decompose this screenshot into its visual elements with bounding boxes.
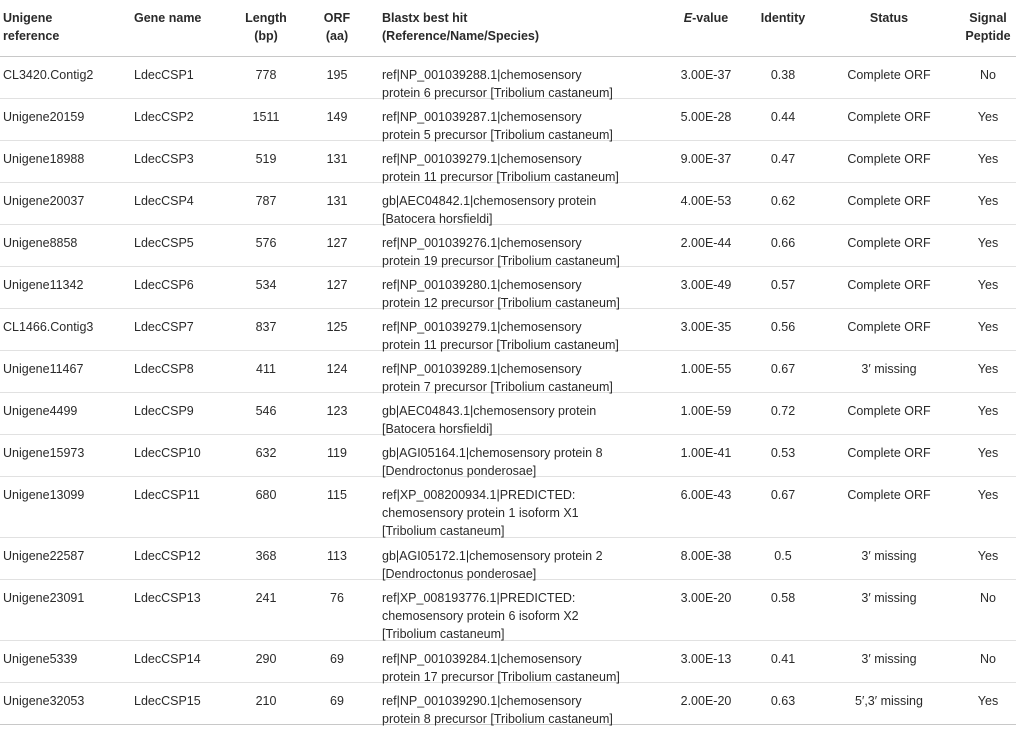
- cell-blastx-best-hit: gb|AGI05172.1|chemosensory protein 2 [Dendroctonus ponderosae]: [382, 549, 603, 581]
- cell-length: 368: [255, 549, 277, 563]
- cell-unigene-reference: Unigene15973: [3, 446, 85, 460]
- cell-unigene-reference: Unigene4499: [3, 404, 78, 418]
- cell-signal-peptide: Yes: [977, 152, 999, 166]
- cell-unigene-reference: Unigene20037: [3, 194, 85, 208]
- cell-signal-peptide: Yes: [977, 110, 999, 124]
- cell-length: 241: [255, 591, 277, 605]
- cell-identity: 0.62: [770, 194, 796, 208]
- cell-orf: 124: [326, 362, 348, 376]
- table-row: [0, 477, 1016, 538]
- cell-orf: 115: [327, 488, 347, 502]
- table-row: [0, 580, 1016, 641]
- cell-unigene-reference: Unigene22587: [3, 549, 85, 563]
- cell-length: 837: [255, 320, 277, 334]
- cell-e-value: 1.00E-55: [680, 362, 732, 376]
- table-row: [0, 641, 1016, 683]
- cell-gene-name: LdecCSP13: [134, 591, 201, 605]
- header-unigene-reference: Unigene reference: [3, 11, 60, 43]
- header-identity: Identity: [760, 11, 806, 25]
- cell-e-value: 1.00E-41: [680, 446, 732, 460]
- cell-gene-name: LdecCSP7: [134, 320, 194, 334]
- table-row: [0, 57, 1016, 99]
- cell-identity: 0.38: [770, 68, 796, 82]
- cell-signal-peptide: No: [980, 591, 996, 605]
- cell-gene-name: LdecCSP1: [134, 68, 194, 82]
- header-orf: ORF (aa): [323, 11, 351, 43]
- cell-status: Complete ORF: [847, 194, 931, 208]
- cell-length: 411: [256, 362, 276, 376]
- table-row: [0, 435, 1016, 477]
- cell-blastx-best-hit: ref|NP_001039276.1|chemosensory protein 19 precursor [Tribolium castaneum]: [382, 236, 620, 268]
- cell-blastx-best-hit: ref|NP_001039279.1|chemosensory protein 11 precursor [Tribolium castaneum]: [382, 320, 619, 352]
- cell-blastx-best-hit: gb|AEC04842.1|chemosensory protein [Batocera horsfieldi]: [382, 194, 597, 226]
- cell-identity: 0.57: [770, 278, 796, 292]
- cell-gene-name: LdecCSP15: [134, 694, 201, 708]
- cell-identity: 0.67: [770, 362, 796, 376]
- cell-blastx-best-hit: ref|XP_008200934.1|PREDICTED: chemosensory protein 1 isoform X1 [Tribolium castaneum]: [382, 488, 579, 538]
- cell-orf: 149: [326, 110, 348, 124]
- cell-length: 778: [255, 68, 277, 82]
- cell-e-value: 2.00E-20: [680, 694, 732, 708]
- table-row: [0, 267, 1016, 309]
- cell-signal-peptide: Yes: [977, 236, 999, 250]
- cell-signal-peptide: Yes: [977, 320, 999, 334]
- cell-e-value: 1.00E-59: [680, 404, 732, 418]
- cell-orf: 195: [326, 68, 348, 82]
- cell-blastx-best-hit: ref|NP_001039288.1|chemosensory protein 6 precursor [Tribolium castaneum]: [382, 68, 613, 100]
- cell-status: Complete ORF: [847, 278, 931, 292]
- cell-length: 290: [255, 652, 277, 666]
- cell-status: Complete ORF: [847, 110, 931, 124]
- cell-e-value: 3.00E-13: [680, 652, 732, 666]
- cell-blastx-best-hit: ref|NP_001039279.1|chemosensory protein 11 precursor [Tribolium castaneum]: [382, 152, 619, 184]
- header-signal-peptide: Signal Peptide: [965, 11, 1011, 43]
- cell-blastx-best-hit: ref|NP_001039287.1|chemosensory protein 5 precursor [Tribolium castaneum]: [382, 110, 613, 142]
- cell-signal-peptide: No: [980, 652, 996, 666]
- cell-blastx-best-hit: gb|AEC04843.1|chemosensory protein [Batocera horsfieldi]: [382, 404, 597, 436]
- cell-status: 3′ missing: [861, 652, 917, 666]
- cell-gene-name: LdecCSP4: [134, 194, 194, 208]
- cell-unigene-reference: Unigene5339: [3, 652, 78, 666]
- cell-length: 787: [255, 194, 277, 208]
- cell-blastx-best-hit: ref|NP_001039284.1|chemosensory protein 17 precursor [Tribolium castaneum]: [382, 652, 620, 684]
- table-body: [0, 57, 1016, 725]
- cell-unigene-reference: Unigene20159: [3, 110, 85, 124]
- cell-gene-name: LdecCSP12: [134, 549, 201, 563]
- cell-e-value: 3.00E-37: [680, 68, 732, 82]
- cell-status: 5′,3′ missing: [855, 694, 923, 708]
- table-row: [0, 183, 1016, 225]
- cell-identity: 0.58: [770, 591, 796, 605]
- cell-e-value: 3.00E-20: [680, 591, 732, 605]
- cell-status: Complete ORF: [847, 68, 931, 82]
- cell-identity: 0.67: [770, 488, 796, 502]
- cell-blastx-best-hit: gb|AGI05164.1|chemosensory protein 8 [Dendroctonus ponderosae]: [382, 446, 603, 478]
- cell-status: Complete ORF: [847, 320, 931, 334]
- table-row: [0, 393, 1016, 435]
- cell-length: 632: [255, 446, 277, 460]
- cell-signal-peptide: Yes: [977, 362, 999, 376]
- cell-orf: 123: [326, 404, 348, 418]
- cell-orf: 69: [330, 694, 344, 708]
- cell-identity: 0.41: [770, 652, 796, 666]
- cell-identity: 0.44: [770, 110, 796, 124]
- cell-signal-peptide: Yes: [977, 488, 999, 502]
- cell-gene-name: LdecCSP2: [134, 110, 194, 124]
- header-length: Length (bp): [245, 11, 287, 43]
- table-header: [0, 0, 1016, 57]
- cell-length: 576: [255, 236, 277, 250]
- cell-orf: 119: [327, 446, 347, 460]
- cell-e-value: 8.00E-38: [680, 549, 732, 563]
- cell-gene-name: LdecCSP14: [134, 652, 201, 666]
- cell-identity: 0.53: [770, 446, 796, 460]
- cell-status: Complete ORF: [847, 488, 931, 502]
- table-row: [0, 141, 1016, 183]
- cell-e-value: 2.00E-44: [680, 236, 732, 250]
- table-row: [0, 683, 1016, 725]
- cell-blastx-best-hit: ref|XP_008193776.1|PREDICTED: chemosensory protein 6 isoform X2 [Tribolium castaneum]: [382, 591, 579, 641]
- cell-orf: 113: [327, 549, 347, 563]
- header-e-value-rest: -value: [692, 11, 729, 25]
- cell-status: Complete ORF: [847, 236, 931, 250]
- table-row: [0, 351, 1016, 393]
- cell-unigene-reference: CL3420.Contig2: [3, 68, 94, 82]
- cell-gene-name: LdecCSP10: [134, 446, 201, 460]
- cell-status: Complete ORF: [847, 446, 931, 460]
- table-row: [0, 538, 1016, 580]
- cell-orf: 69: [330, 652, 344, 666]
- cell-length: 519: [255, 152, 277, 166]
- cell-unigene-reference: Unigene13099: [3, 488, 85, 502]
- header-blastx-best-hit: Blastx best hit (Reference/Name/Species): [382, 11, 540, 43]
- cell-unigene-reference: Unigene8858: [3, 236, 78, 250]
- header-status: Status: [869, 11, 909, 25]
- cell-e-value: 3.00E-35: [680, 320, 732, 334]
- table-row: [0, 99, 1016, 141]
- cell-gene-name: LdecCSP8: [134, 362, 194, 376]
- cell-e-value: 4.00E-53: [680, 194, 732, 208]
- cell-status: Complete ORF: [847, 404, 931, 418]
- cell-unigene-reference: Unigene23091: [3, 591, 85, 605]
- cell-orf: 125: [326, 320, 348, 334]
- cell-orf: 127: [326, 278, 348, 292]
- header-e-value: [664, 9, 748, 27]
- cell-status: Complete ORF: [847, 152, 931, 166]
- cell-unigene-reference: Unigene11342: [3, 278, 84, 292]
- cell-blastx-best-hit: ref|NP_001039289.1|chemosensory protein 7 precursor [Tribolium castaneum]: [382, 362, 613, 394]
- cell-gene-name: LdecCSP6: [134, 278, 194, 292]
- cell-status: 3′ missing: [861, 591, 917, 605]
- cell-identity: 0.56: [770, 320, 796, 334]
- cell-identity: 0.5: [774, 549, 792, 563]
- cell-length: 546: [255, 404, 277, 418]
- cell-signal-peptide: Yes: [977, 404, 999, 418]
- cell-length: 1511: [252, 110, 280, 124]
- cell-e-value: 9.00E-37: [680, 152, 732, 166]
- cell-blastx-best-hit: ref|NP_001039290.1|chemosensory protein 8 precursor [Tribolium castaneum]: [382, 694, 613, 726]
- cell-signal-peptide: Yes: [977, 549, 999, 563]
- cell-unigene-reference: Unigene18988: [3, 152, 85, 166]
- table-row: [0, 309, 1016, 351]
- cell-orf: 127: [326, 236, 348, 250]
- cell-signal-peptide: Yes: [977, 694, 999, 708]
- cell-gene-name: LdecCSP3: [134, 152, 194, 166]
- cell-orf: 131: [326, 152, 348, 166]
- cell-length: 210: [255, 694, 277, 708]
- cell-status: 3′ missing: [861, 362, 917, 376]
- cell-status: 3′ missing: [861, 549, 917, 563]
- table-row: [0, 225, 1016, 267]
- cell-gene-name: LdecCSP5: [134, 236, 194, 250]
- cell-length: 534: [255, 278, 277, 292]
- cell-gene-name: LdecCSP9: [134, 404, 194, 418]
- cell-signal-peptide: Yes: [977, 194, 999, 208]
- cell-identity: 0.47: [770, 152, 796, 166]
- cell-signal-peptide: No: [980, 68, 996, 82]
- cell-identity: 0.72: [770, 404, 796, 418]
- cell-unigene-reference: Unigene32053: [3, 694, 85, 708]
- cell-unigene-reference: CL1466.Contig3: [3, 320, 94, 334]
- cell-e-value: 5.00E-28: [680, 110, 732, 124]
- cell-identity: 0.66: [770, 236, 796, 250]
- cell-e-value: 3.00E-49: [680, 278, 732, 292]
- cell-unigene-reference: Unigene11467: [3, 362, 84, 376]
- cell-blastx-best-hit: ref|NP_001039280.1|chemosensory protein 12 precursor [Tribolium castaneum]: [382, 278, 620, 310]
- cell-length: 680: [255, 488, 277, 502]
- cell-signal-peptide: Yes: [977, 446, 999, 460]
- cell-orf: 76: [330, 591, 344, 605]
- header-e-value-italic: E: [683, 11, 693, 25]
- cell-orf: 131: [326, 194, 348, 208]
- cell-signal-peptide: Yes: [977, 278, 999, 292]
- cell-identity: 0.63: [770, 694, 796, 708]
- header-gene-name: Gene name: [134, 11, 202, 25]
- cell-e-value: 6.00E-43: [680, 488, 732, 502]
- cell-gene-name: LdecCSP11: [134, 488, 200, 502]
